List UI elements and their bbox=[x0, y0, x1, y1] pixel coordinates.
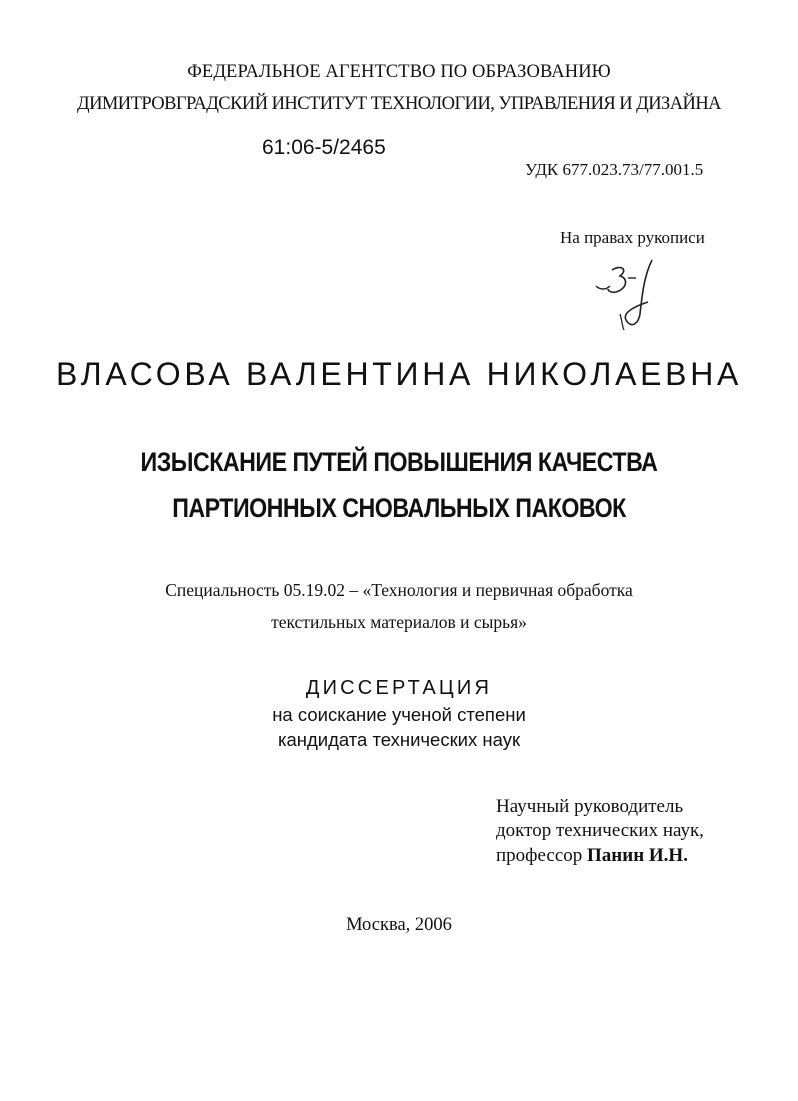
supervisor-role: Научный руководитель bbox=[496, 796, 684, 817]
rights-note: На правах рукописи bbox=[560, 228, 705, 247]
degree-line-1: на соискание ученой степени bbox=[272, 704, 526, 725]
supervisor-title bbox=[496, 845, 688, 867]
catalog-code: 61:06-5/2465 bbox=[262, 136, 386, 159]
agency-name: ФЕДЕРАЛЬНОЕ АГЕНТСТВО ПО ОБРАЗОВАНИЮ bbox=[187, 62, 611, 82]
supervisor-prefix: профессор bbox=[496, 845, 588, 866]
supervisor-degree: доктор технических наук, bbox=[496, 820, 704, 841]
author-name: ВЛАСОВА ВАЛЕНТИНА НИКОЛАЕВНА bbox=[55, 356, 743, 392]
degree-line-2: кандидата технических наук bbox=[277, 729, 521, 750]
supervisor-name: Панин И.Н. bbox=[587, 845, 688, 866]
udk-code: УДК 677.023.73/77.001.5 bbox=[525, 160, 704, 179]
specialty-line-2: текстильных материалов и сырья» bbox=[271, 612, 527, 632]
specialty-line-1: Специальность 05.19.02 – «Технология и первичная обработка bbox=[165, 580, 633, 600]
title-line-2: ПАРТИОННЫХ СНОВАЛЬНЫХ ПАКОВОК bbox=[172, 493, 626, 523]
institute-name: ДИМИТРОВГРАДСКИЙ ИНСТИТУТ ТЕХНОЛОГИИ, УПРАВЛЕНИЯ И ДИЗАЙНА bbox=[77, 94, 721, 114]
handwritten-signature bbox=[592, 256, 666, 336]
city-year: Москва, 2006 bbox=[346, 915, 452, 935]
title-line-1: ИЗЫСКАНИЕ ПУТЕЙ ПОВЫШЕНИЯ КАЧЕСТВА bbox=[140, 447, 658, 477]
dissertation-heading: ДИССЕРТАЦИЯ bbox=[305, 677, 493, 699]
